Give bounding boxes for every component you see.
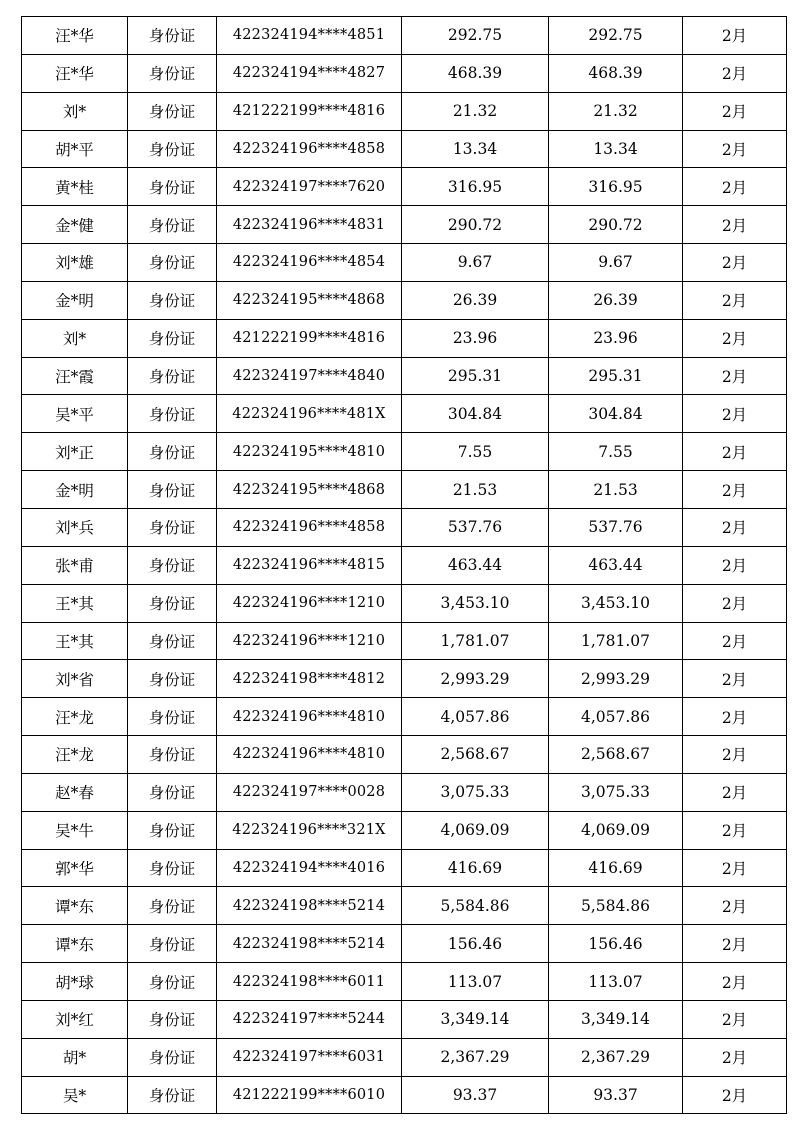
amount-paid-cell: 5,584.86 (549, 887, 683, 925)
amount-paid-cell: 3,075.33 (549, 773, 683, 811)
name-cell: 刘*正 (22, 433, 128, 471)
id-number-cell: 422324196****1210 (217, 584, 402, 622)
id-number-cell: 422324194****4016 (217, 849, 402, 887)
name-cell: 郭*华 (22, 849, 128, 887)
id-number-cell: 422324197****5244 (217, 1000, 402, 1038)
table-row (22, 17, 787, 55)
amount-paid-cell: 21.32 (549, 92, 683, 130)
name-cell: 金*健 (22, 206, 128, 244)
name-cell: 刘*红 (22, 1000, 128, 1038)
amount-paid-cell: 304.84 (549, 395, 683, 433)
month-cell: 2月 (683, 54, 787, 92)
id-type-cell: 身份证 (128, 281, 217, 319)
amount-paid-cell: 2,367.29 (549, 1038, 683, 1076)
name-cell: 汪*霞 (22, 357, 128, 395)
id-type-cell: 身份证 (128, 168, 217, 206)
id-number-cell: 422324196****1210 (217, 622, 402, 660)
month-cell: 2月 (683, 849, 787, 887)
amount-paid-cell: 26.39 (549, 281, 683, 319)
table-row (22, 622, 787, 660)
month-cell: 2月 (683, 1038, 787, 1076)
name-cell: 王*其 (22, 622, 128, 660)
id-number-cell: 422324198****4812 (217, 660, 402, 698)
id-type-cell: 身份证 (128, 130, 217, 168)
table-row (22, 244, 787, 282)
table-row (22, 698, 787, 736)
amount-cell: 316.95 (402, 168, 549, 206)
month-cell: 2月 (683, 925, 787, 963)
amount-cell: 416.69 (402, 849, 549, 887)
amount-cell: 295.31 (402, 357, 549, 395)
amount-cell: 156.46 (402, 925, 549, 963)
id-number-cell: 421222199****4816 (217, 92, 402, 130)
id-number-cell: 422324196****4858 (217, 130, 402, 168)
id-type-cell: 身份证 (128, 811, 217, 849)
amount-paid-cell: 292.75 (549, 17, 683, 55)
amount-paid-cell: 316.95 (549, 168, 683, 206)
table-row (22, 925, 787, 963)
table-row (22, 584, 787, 622)
id-number-cell: 422324197****6031 (217, 1038, 402, 1076)
table-row (22, 963, 787, 1001)
id-type-cell: 身份证 (128, 622, 217, 660)
name-cell: 胡*平 (22, 130, 128, 168)
id-number-cell: 422324195****4868 (217, 281, 402, 319)
name-cell: 刘*省 (22, 660, 128, 698)
name-cell: 汪*华 (22, 54, 128, 92)
month-cell: 2月 (683, 319, 787, 357)
id-type-cell: 身份证 (128, 736, 217, 774)
id-type-cell: 身份证 (128, 698, 217, 736)
table-row (22, 1076, 787, 1114)
id-number-cell: 422324196****4854 (217, 244, 402, 282)
month-cell: 2月 (683, 281, 787, 319)
amount-cell: 9.67 (402, 244, 549, 282)
amount-cell: 304.84 (402, 395, 549, 433)
month-cell: 2月 (683, 1076, 787, 1114)
name-cell: 胡*球 (22, 963, 128, 1001)
id-type-cell: 身份证 (128, 1000, 217, 1038)
amount-paid-cell: 4,057.86 (549, 698, 683, 736)
id-type-cell: 身份证 (128, 546, 217, 584)
month-cell: 2月 (683, 244, 787, 282)
id-type-cell: 身份证 (128, 1076, 217, 1114)
month-cell: 2月 (683, 811, 787, 849)
month-cell: 2月 (683, 508, 787, 546)
id-type-cell: 身份证 (128, 17, 217, 55)
id-type-cell: 身份证 (128, 433, 217, 471)
month-cell: 2月 (683, 584, 787, 622)
month-cell: 2月 (683, 17, 787, 55)
month-cell: 2月 (683, 698, 787, 736)
id-type-cell: 身份证 (128, 1038, 217, 1076)
amount-cell: 26.39 (402, 281, 549, 319)
amount-cell: 7.55 (402, 433, 549, 471)
id-number-cell: 422324197****7620 (217, 168, 402, 206)
table-body (22, 17, 787, 1114)
table-row (22, 206, 787, 244)
table-row (22, 736, 787, 774)
amount-paid-cell: 21.53 (549, 471, 683, 509)
table-row (22, 130, 787, 168)
amount-cell: 5,584.86 (402, 887, 549, 925)
amount-paid-cell: 7.55 (549, 433, 683, 471)
amount-paid-cell: 4,069.09 (549, 811, 683, 849)
name-cell: 张*甫 (22, 546, 128, 584)
amount-cell: 4,069.09 (402, 811, 549, 849)
amount-cell: 3,453.10 (402, 584, 549, 622)
month-cell: 2月 (683, 963, 787, 1001)
name-cell: 刘*兵 (22, 508, 128, 546)
amount-paid-cell: 468.39 (549, 54, 683, 92)
table-row (22, 887, 787, 925)
id-type-cell: 身份证 (128, 471, 217, 509)
amount-cell: 21.53 (402, 471, 549, 509)
id-type-cell: 身份证 (128, 887, 217, 925)
id-type-cell: 身份证 (128, 206, 217, 244)
amount-paid-cell: 295.31 (549, 357, 683, 395)
name-cell: 汪*龙 (22, 736, 128, 774)
month-cell: 2月 (683, 471, 787, 509)
name-cell: 吴*平 (22, 395, 128, 433)
amount-paid-cell: 416.69 (549, 849, 683, 887)
id-number-cell: 422324194****4851 (217, 17, 402, 55)
name-cell: 王*其 (22, 584, 128, 622)
amount-paid-cell: 93.37 (549, 1076, 683, 1114)
data-table (21, 16, 787, 1114)
amount-cell: 468.39 (402, 54, 549, 92)
table-row (22, 168, 787, 206)
amount-paid-cell: 3,349.14 (549, 1000, 683, 1038)
month-cell: 2月 (683, 546, 787, 584)
table-row (22, 92, 787, 130)
id-number-cell: 422324198****6011 (217, 963, 402, 1001)
id-number-cell: 421222199****6010 (217, 1076, 402, 1114)
name-cell: 汪*龙 (22, 698, 128, 736)
name-cell: 吴* (22, 1076, 128, 1114)
amount-paid-cell: 113.07 (549, 963, 683, 1001)
amount-cell: 3,349.14 (402, 1000, 549, 1038)
name-cell: 吴*牛 (22, 811, 128, 849)
table-row (22, 281, 787, 319)
month-cell: 2月 (683, 622, 787, 660)
id-type-cell: 身份证 (128, 584, 217, 622)
amount-paid-cell: 2,993.29 (549, 660, 683, 698)
amount-paid-cell: 537.76 (549, 508, 683, 546)
amount-cell: 292.75 (402, 17, 549, 55)
month-cell: 2月 (683, 92, 787, 130)
table-row (22, 357, 787, 395)
amount-cell: 290.72 (402, 206, 549, 244)
id-number-cell: 422324196****4858 (217, 508, 402, 546)
id-number-cell: 422324197****0028 (217, 773, 402, 811)
id-number-cell: 422324196****321X (217, 811, 402, 849)
name-cell: 谭*东 (22, 887, 128, 925)
id-type-cell: 身份证 (128, 54, 217, 92)
table-row (22, 546, 787, 584)
id-type-cell: 身份证 (128, 92, 217, 130)
month-cell: 2月 (683, 357, 787, 395)
id-number-cell: 422324196****4810 (217, 698, 402, 736)
id-number-cell: 422324195****4810 (217, 433, 402, 471)
name-cell: 刘*雄 (22, 244, 128, 282)
table-row (22, 1038, 787, 1076)
month-cell: 2月 (683, 395, 787, 433)
amount-cell: 13.34 (402, 130, 549, 168)
month-cell: 2月 (683, 887, 787, 925)
id-number-cell: 422324196****4815 (217, 546, 402, 584)
month-cell: 2月 (683, 773, 787, 811)
amount-paid-cell: 23.96 (549, 319, 683, 357)
table-row (22, 1000, 787, 1038)
table-row (22, 319, 787, 357)
amount-cell: 4,057.86 (402, 698, 549, 736)
table-row (22, 54, 787, 92)
amount-cell: 2,993.29 (402, 660, 549, 698)
amount-cell: 23.96 (402, 319, 549, 357)
amount-paid-cell: 13.34 (549, 130, 683, 168)
amount-cell: 2,568.67 (402, 736, 549, 774)
amount-cell: 463.44 (402, 546, 549, 584)
table-row (22, 433, 787, 471)
month-cell: 2月 (683, 168, 787, 206)
month-cell: 2月 (683, 1000, 787, 1038)
month-cell: 2月 (683, 736, 787, 774)
id-type-cell: 身份证 (128, 244, 217, 282)
name-cell: 胡* (22, 1038, 128, 1076)
month-cell: 2月 (683, 130, 787, 168)
month-cell: 2月 (683, 433, 787, 471)
id-type-cell: 身份证 (128, 357, 217, 395)
name-cell: 金*明 (22, 281, 128, 319)
id-number-cell: 422324194****4827 (217, 54, 402, 92)
amount-cell: 537.76 (402, 508, 549, 546)
amount-cell: 3,075.33 (402, 773, 549, 811)
name-cell: 汪*华 (22, 17, 128, 55)
id-number-cell: 422324197****4840 (217, 357, 402, 395)
table-row (22, 395, 787, 433)
id-type-cell: 身份证 (128, 660, 217, 698)
amount-paid-cell: 290.72 (549, 206, 683, 244)
id-number-cell: 422324195****4868 (217, 471, 402, 509)
name-cell: 刘* (22, 92, 128, 130)
name-cell: 赵*春 (22, 773, 128, 811)
id-type-cell: 身份证 (128, 849, 217, 887)
amount-paid-cell: 3,453.10 (549, 584, 683, 622)
name-cell: 谭*东 (22, 925, 128, 963)
id-number-cell: 422324196****4831 (217, 206, 402, 244)
id-type-cell: 身份证 (128, 773, 217, 811)
amount-cell: 1,781.07 (402, 622, 549, 660)
id-type-cell: 身份证 (128, 963, 217, 1001)
amount-cell: 93.37 (402, 1076, 549, 1114)
amount-paid-cell: 463.44 (549, 546, 683, 584)
table-row (22, 660, 787, 698)
table-row (22, 849, 787, 887)
id-type-cell: 身份证 (128, 508, 217, 546)
amount-cell: 113.07 (402, 963, 549, 1001)
id-number-cell: 421222199****4816 (217, 319, 402, 357)
amount-paid-cell: 9.67 (549, 244, 683, 282)
amount-cell: 2,367.29 (402, 1038, 549, 1076)
id-type-cell: 身份证 (128, 319, 217, 357)
table-row (22, 811, 787, 849)
id-number-cell: 422324196****4810 (217, 736, 402, 774)
id-type-cell: 身份证 (128, 925, 217, 963)
id-number-cell: 422324198****5214 (217, 887, 402, 925)
amount-cell: 21.32 (402, 92, 549, 130)
name-cell: 黄*桂 (22, 168, 128, 206)
table-row (22, 508, 787, 546)
month-cell: 2月 (683, 206, 787, 244)
month-cell: 2月 (683, 660, 787, 698)
id-number-cell: 422324198****5214 (217, 925, 402, 963)
table-row (22, 471, 787, 509)
table-row (22, 773, 787, 811)
id-number-cell: 422324196****481X (217, 395, 402, 433)
name-cell: 刘* (22, 319, 128, 357)
amount-paid-cell: 2,568.67 (549, 736, 683, 774)
amount-paid-cell: 156.46 (549, 925, 683, 963)
amount-paid-cell: 1,781.07 (549, 622, 683, 660)
id-type-cell: 身份证 (128, 395, 217, 433)
name-cell: 金*明 (22, 471, 128, 509)
